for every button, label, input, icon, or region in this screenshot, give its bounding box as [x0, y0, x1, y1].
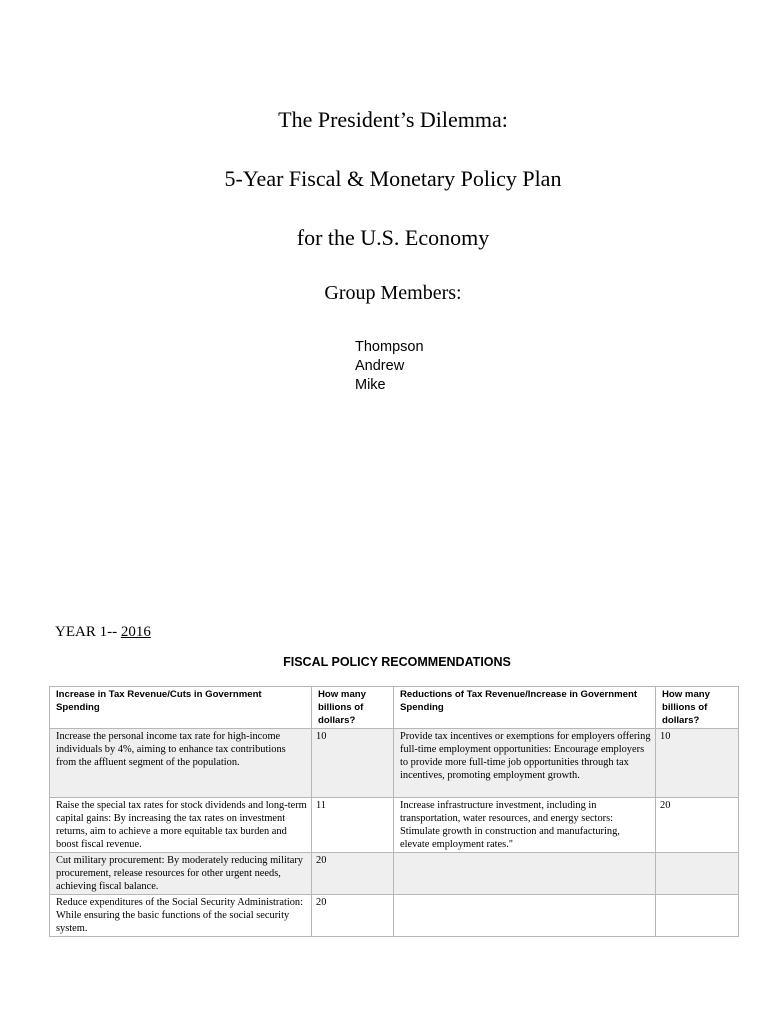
year-heading	[55, 624, 151, 641]
cell-right-amount: 20	[656, 798, 739, 853]
section-heading: FISCAL POLICY RECOMMENDATIONS	[283, 655, 511, 669]
group-members-list	[355, 338, 424, 395]
cell-right-policy	[394, 853, 656, 895]
cell-right-amount	[656, 895, 739, 937]
cell-left-amount: 20	[312, 895, 394, 937]
header-tax-reduction: Reductions of Tax Revenue/Increase in Government Spending	[394, 687, 656, 729]
header-amount-left: How many billions of dollars?	[312, 687, 394, 729]
document-title-line-1: The President’s Dilemma:	[278, 107, 508, 132]
fiscal-policy-table	[49, 686, 739, 937]
cell-right-amount: 10	[656, 729, 739, 798]
group-members-label: Group Members:	[324, 282, 462, 304]
table-row	[50, 853, 739, 895]
table-row	[50, 895, 739, 937]
table-row	[50, 729, 739, 798]
table-row	[50, 798, 739, 853]
header-tax-increase: Increase in Tax Revenue/Cuts in Government Spending	[50, 687, 312, 729]
cell-right-policy: Provide tax incentives or exemptions for employers offering full-time employment opportunities: Encourage employers to provide more full-time job opportunities through tax incentives, promoting employment growth.	[394, 729, 656, 798]
cell-left-amount: 10	[312, 729, 394, 798]
cell-left-policy: Increase the personal income tax rate for high-income individuals by 4%, aiming to enhance tax contributions from the affluent segment of the population.	[50, 729, 312, 798]
cell-left-amount: 20	[312, 853, 394, 895]
member-name: Andrew	[355, 358, 405, 374]
cell-right-policy	[394, 895, 656, 937]
document-title-line-3: for the U.S. Economy	[296, 225, 490, 250]
cell-left-policy: Cut military procurement: By moderately reducing military procurement, release resources for other urgent needs, achieving fiscal balance.	[50, 853, 312, 895]
year-prefix: YEAR 1--	[55, 624, 121, 640]
cell-left-policy: Raise the special tax rates for stock dividends and long-term capital gains: By increasing the tax rates on investment returns, aim to achieve a more equitable tax burden and boost fiscal revenue.	[50, 798, 312, 853]
member-name: Thompson	[355, 339, 424, 355]
document-title-line-2: 5-Year Fiscal & Monetary Policy Plan	[224, 166, 562, 191]
year-value: 2016	[120, 624, 151, 640]
cell-right-amount	[656, 853, 739, 895]
member-name: Mike	[355, 377, 386, 393]
cell-left-amount: 11	[312, 798, 394, 853]
table-header-row	[50, 687, 739, 729]
cell-left-policy: Reduce expenditures of the Social Security Administration: While ensuring the basic functions of the social security system.	[50, 895, 312, 937]
cell-right-policy: Increase infrastructure investment, including in transportation, water resources, and energy sectors: Stimulate growth in construction and manufacturing, elevate employment rates."	[394, 798, 656, 853]
header-amount-right: How many billions of dollars?	[656, 687, 739, 729]
